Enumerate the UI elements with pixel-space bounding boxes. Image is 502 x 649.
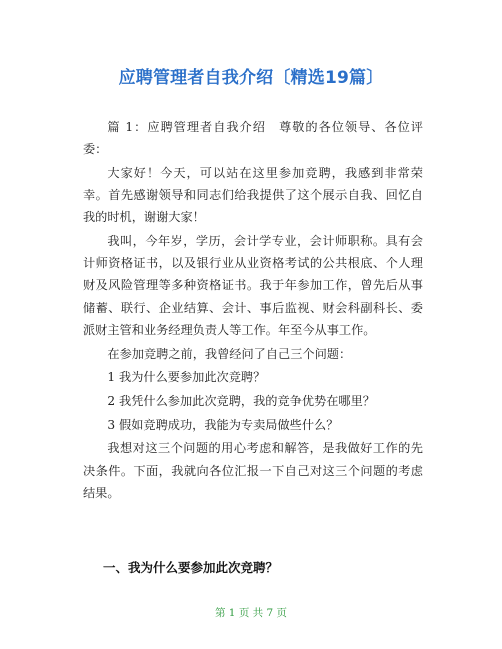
body-paragraph: 在参加竞聘之前，我曾经问了自己三个问题： [107,346,352,361]
body-paragraph: 大家好！今天，可以站在这里参加竞聘，我感到非常荣幸。首先感谢领导和同志们给我提供了这个展示自我、回忆自我的时机，谢谢大家！ [83,165,423,225]
section-heading: 一、我为什么要参加此次竞聘？ [103,560,279,575]
body-paragraph: 2 我凭什么参加此次竞聘，我的竞争优势在哪里？ [107,393,375,408]
body-paragraph: 1 我为什么要参加此次竞聘？ [107,370,266,385]
page-footer: 第 1 页 共 7 页 [214,607,288,619]
body-paragraph: 我叫，今年岁，学历，会计学专业，会计师职称。具有会计师资格证书，以及银行业从业资格考试的公共根底、个人理财及风险管理等多种资格证书。我于年参加工作，曾先后从事储蓄、联行、企业结算、会计、事后监视、财会科副科长、委派财主管和业务经理负责人等工作。年至今从事工作。 [83,234,423,337]
body-paragraph: 3 假如竞聘成功，我能为专卖局做些什么？ [107,417,339,432]
body-paragraph: 篇 1：应聘管理者自我介绍 尊敬的各位领导、各位评委： [83,120,423,157]
body-paragraph: 我想对这三个问题的用心考虑和解答，是我做好工作的先决条件。下面，我就向各位汇报一下自己对这三个问题的考虑结果。 [83,441,423,500]
document-body [83,116,423,505]
document-title: 应聘管理者自我介绍〔精选19篇〕 [118,68,384,88]
